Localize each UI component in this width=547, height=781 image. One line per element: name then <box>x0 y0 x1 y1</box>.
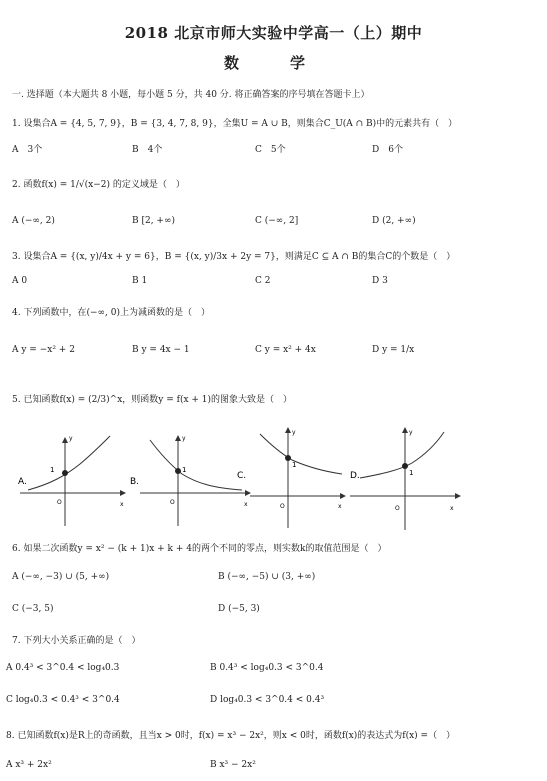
q4-option-b: B y = 4x − 1 <box>132 345 190 355</box>
graph-a-label: A. <box>18 477 27 487</box>
q7-option-c: C log₄0.3 < 0.4³ < 3^0.4 <box>6 695 120 705</box>
q1-option-d: D 6个 <box>372 145 403 155</box>
q3-option-d: D 3 <box>372 276 388 286</box>
svg-text:O: O <box>57 499 62 506</box>
graph-c <box>237 428 345 528</box>
q7-option-a: A 0.4³ < 3^0.4 < log₄0.3 <box>6 663 120 673</box>
question-3-stem: 3. 设集合A = {(x, y)/4x + y = 6}，B = {(x, y)/3x + 2y = 7}，则满足C ⊆ A ∩ B的集合C的个数是（ ） <box>12 252 456 262</box>
graph-b-label: B. <box>130 477 140 487</box>
question-8-stem: 8. 已知函数f(x)是R上的奇函数，且当x > 0时，f(x) = x³ − 2x²，则x < 0时，函数f(x)的表达式为f(x) =（ ） <box>6 731 456 741</box>
graph-c-label: C. <box>237 471 247 481</box>
graph-d <box>350 428 460 530</box>
q2-option-c: C (−∞, 2] <box>255 216 299 226</box>
q3-option-b: B 1 <box>132 276 148 286</box>
svg-text:O: O <box>170 499 175 506</box>
question-1-stem: 1. 设集合A = {4, 5, 7, 9}，B = {3, 4, 7, 8, 9}，全集U = A ∪ B，则集合C_U(A ∩ B)中的元素共有（ ） <box>12 119 458 129</box>
q4-option-d: D y = 1/x <box>372 345 415 355</box>
question-2-stem: 2. 函数f(x) = 1/√(x−2) 的定义域是（ ） <box>12 180 185 190</box>
q5-graphs <box>10 418 540 538</box>
svg-text:1: 1 <box>182 466 187 474</box>
q6-option-b: B (−∞, −5) ∪ (3, +∞) <box>218 572 316 582</box>
svg-text:1: 1 <box>409 469 414 477</box>
q7-option-b: B 0.4³ < log₄0.3 < 3^0.4 <box>210 663 324 673</box>
q8-option-a: A x³ + 2x² <box>6 760 52 770</box>
q8-option-b: B x³ − 2x² <box>210 760 256 770</box>
q2-option-a: A (−∞, 2) <box>12 216 55 226</box>
q2-option-b: B [2, +∞) <box>132 216 175 226</box>
q6-option-d: D (−5, 3) <box>218 604 260 614</box>
svg-text:x: x <box>450 505 454 512</box>
q7-option-d: D log₄0.3 < 3^0.4 < 0.4³ <box>210 695 325 705</box>
svg-text:O: O <box>395 505 400 512</box>
page-title: 2018 北京市师大实验中学高一（上）期中 <box>124 24 423 42</box>
q4-option-a: A y = −x² + 2 <box>12 345 75 355</box>
q6-option-a: A (−∞, −3) ∪ (5, +∞) <box>12 572 110 582</box>
q1-option-b: B 4个 <box>132 145 163 155</box>
q1-option-c: C 5个 <box>255 145 286 155</box>
question-5-stem: 5. 已知函数f(x) = (2/3)^x，则函数y = f(x + 1)的图象大致是（ ） <box>12 395 293 405</box>
q6-option-c: C (−3, 5) <box>12 604 54 614</box>
q3-option-a: A 0 <box>12 276 28 286</box>
svg-text:x: x <box>120 501 124 508</box>
question-7-stem: 7. 下列大小关系正确的是（ ） <box>12 636 141 646</box>
svg-text:y: y <box>69 435 73 442</box>
svg-text:y: y <box>182 435 186 442</box>
svg-text:y: y <box>409 429 413 436</box>
q3-option-c: C 2 <box>255 276 271 286</box>
q4-option-c: C y = x² + 4x <box>255 345 316 355</box>
svg-text:x: x <box>338 503 342 510</box>
section-heading: 一. 选择题（本大题共 8 小题，每小题 5 分，共 40 分. 将正确答案的序号填在答题卡上） <box>12 90 370 100</box>
question-4-stem: 4. 下列函数中，在(−∞, 0)上为减函数的是（ ） <box>12 308 210 318</box>
q2-option-d: D (2, +∞) <box>372 216 416 226</box>
svg-text:y: y <box>292 429 296 436</box>
svg-text:1: 1 <box>50 466 55 474</box>
svg-text:O: O <box>280 503 285 510</box>
q1-option-a: A 3个 <box>12 145 43 155</box>
question-6-stem: 6. 如果二次函数y = x² − (k + 1)x + k + 4的两个不同的零点，则实数k的取值范围是（ ） <box>12 544 387 554</box>
graph-a <box>18 435 125 526</box>
svg-text:1: 1 <box>292 461 297 469</box>
graph-b <box>130 435 250 526</box>
graph-d-label: D. <box>350 471 360 481</box>
svg-text:x: x <box>244 501 248 508</box>
subject-title: 数 学 <box>223 54 323 72</box>
